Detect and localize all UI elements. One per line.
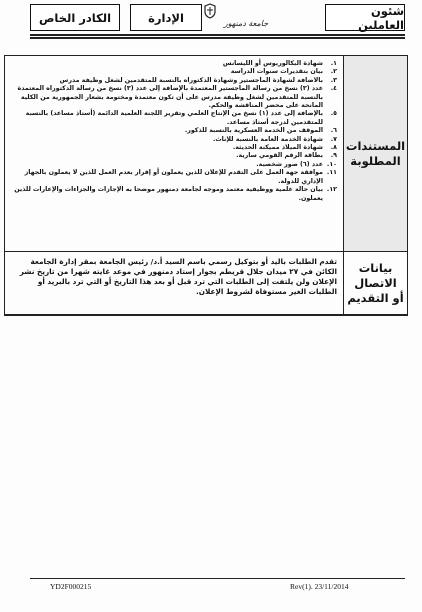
list-item: ١. شهادة البكالوريوس أو الليسانس bbox=[222, 60, 337, 67]
list-item: ٣. بالاضافة لشهادة الماجستير وشهادة الدكتوراه بالنسبة للمتقدمين لشغل وظيفة مدرس bbox=[59, 76, 337, 84]
required-documents-row bbox=[5, 56, 407, 252]
university-logo-icon bbox=[203, 3, 217, 19]
list-item: ٤. عدد (٣) نسخ من رسالة الماجستير المعتمدة بالإضافة إلى عدد (٣) نسخ من رسالة الدكتوراه المعتمدة بالنسبة للمتقدمين لشغل وظيفة مدرس على أن تكون معتمدة ومختومة بشعار الجمهورية من الكلية المانحة على محضر المناقشة والحكم. bbox=[17, 85, 337, 110]
section-label-special-cadre: الكادر الخاص bbox=[38, 10, 112, 25]
list-item: ٩. بطاقة الرقم القومي سارية. bbox=[236, 152, 337, 160]
application-label: بيانات الاتصال أو التقديم bbox=[347, 260, 404, 305]
list-item: ٥. بالإضافة إلى عدد (١) نسخ من الإنتاج العلمي وتقرير اللجنة العلمية الدائمة (أستاذ مساعد) بالنسبة للمتقدمين لدرجة أستاذ مساعد. bbox=[25, 110, 337, 126]
list-item: ١٢. بيان حالة علمية ووظيفية معتمد وموجه لجامعة دمنهور موضحا به الإجازات والجزاءات والإعارات للذين يعملون. bbox=[14, 186, 337, 202]
header-rule-top bbox=[30, 34, 405, 36]
application-cell bbox=[5, 252, 344, 314]
list-item: ٨. شهادة الميلاد مميكنة الحديثة. bbox=[232, 144, 337, 152]
application-instructions: تقدم الطلبات باليد أو بتوكيل رسمي باسم السيد أ.د/ رئيس الجامعة بمقر إدارة الجامعة الكائن في ٢٧ ميدان جلال قريطم بجوار إستاد دمنهور في موعد غايته شهرا من تاريخ نشر الإعلان ولن يلتفت إلى الطلبات التي ترد قبل أو بعد هذا التاريخ أو التي ترد بالبريد أو الطلبات الغير مستوفاة لشروط الإعلان. bbox=[19, 257, 337, 296]
section-box-administration bbox=[130, 4, 202, 31]
required-documents-cell bbox=[5, 56, 344, 251]
requirements-table bbox=[4, 55, 408, 316]
section-box-special-cadre bbox=[30, 4, 120, 31]
university-name: جامعة دمنهور bbox=[223, 19, 269, 28]
required-documents-label: المستندات المطلوبة bbox=[344, 56, 407, 251]
list-item: ٧. شهادة الخدمة العامة بالنسبة للإناث. bbox=[212, 135, 337, 143]
list-item: ١٠. عدد (٦) صور شخصية. bbox=[256, 160, 337, 168]
section-label-administration: الإدارة bbox=[148, 10, 184, 25]
list-item: ٦. الموقف من الخدمة العسكرية بالنسبة للذكور. bbox=[184, 127, 337, 135]
document-code: YD2F000215 bbox=[50, 582, 92, 591]
department-title: شئون العاملين bbox=[358, 3, 404, 32]
application-row bbox=[5, 252, 407, 315]
revision-info: Rev(1). 23/11/2014 bbox=[290, 582, 349, 591]
list-item: ٢. بيان بتقديرات سنوات الدراسة bbox=[230, 68, 337, 76]
department-title-box bbox=[325, 4, 405, 31]
footer-rule bbox=[30, 578, 405, 579]
required-documents-list bbox=[11, 60, 337, 203]
list-item: ١١. موافقة جهة العمل على التقدم للإعلان للذين يعملون أو إقرار بعدم العمل للذين لا يعملون بالجهاز الإداري للدولة. bbox=[24, 169, 337, 185]
header-rule-bottom bbox=[30, 37, 405, 39]
